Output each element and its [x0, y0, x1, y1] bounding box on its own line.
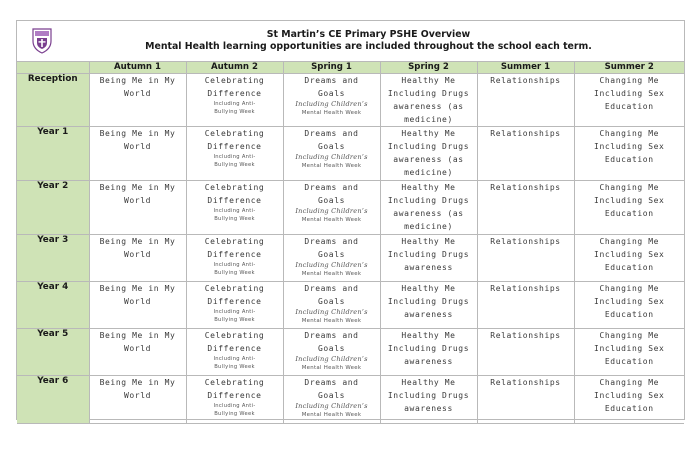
- cell-note: Including Anti-: [213, 403, 256, 409]
- cell-line: Being Me in My: [99, 129, 176, 138]
- cell-summer-2: [574, 74, 684, 127]
- column-header-autumn-1: Autumn 1: [89, 62, 186, 74]
- cell-note: Mental Health Week: [301, 412, 362, 418]
- corner-cell: [17, 62, 89, 74]
- cell-autumn-2: [186, 282, 283, 329]
- cell-line: Education: [604, 357, 654, 366]
- cell-line: Difference: [207, 297, 262, 306]
- cell-note: Bullying Week: [214, 109, 255, 115]
- cell-script-note: Including Children’s: [295, 153, 368, 161]
- cell-spring-2: [380, 282, 477, 329]
- cell-line: Changing Me: [599, 331, 660, 340]
- cell-line: Celebrating: [204, 378, 265, 387]
- cell-spring-1: [283, 127, 380, 181]
- cell-spring-1: [283, 181, 380, 235]
- cell-line: Education: [604, 263, 654, 272]
- cell-summer-1: [477, 329, 574, 376]
- cell-note: Including Anti-: [213, 101, 256, 107]
- cell-spring-1: [283, 74, 380, 127]
- cell-line: awareness: [404, 357, 453, 366]
- cell-summer-2: [574, 329, 684, 376]
- table-row: [17, 376, 684, 424]
- cell-line: Relationships: [490, 284, 561, 293]
- cell-line: Relationships: [490, 76, 561, 85]
- column-header-spring-1: Spring 1: [283, 62, 380, 74]
- cell-line: Dreams and: [304, 76, 359, 85]
- cell-line: Goals: [317, 89, 346, 98]
- cell-line: Relationships: [490, 237, 561, 246]
- row-header-year: Year 6: [17, 376, 89, 424]
- cell-line: World: [123, 344, 152, 353]
- cell-line: Education: [604, 404, 654, 413]
- cell-script-note: Including Children’s: [295, 402, 368, 410]
- cell-script-note: Including Children’s: [295, 207, 368, 215]
- cell-line: Including Sex: [594, 142, 665, 151]
- cell-note: Bullying Week: [214, 216, 255, 222]
- cell-line: Dreams and: [304, 378, 359, 387]
- cell-line: Including Sex: [594, 250, 665, 259]
- cell-spring-2: [380, 74, 477, 127]
- cell-line: Being Me in My: [99, 284, 176, 293]
- cell-autumn-2: [186, 235, 283, 282]
- cell-line: Including Drugs: [387, 250, 470, 259]
- cell-line: Including Sex: [594, 297, 665, 306]
- cell-autumn-1: [89, 282, 186, 329]
- cell-line: medicine): [404, 222, 453, 231]
- row-header-year: Year 3: [17, 235, 89, 282]
- cell-line: Being Me in My: [99, 378, 176, 387]
- cell-line: Difference: [207, 89, 262, 98]
- cell-spring-2: [380, 181, 477, 235]
- cell-line: Being Me in My: [99, 237, 176, 246]
- cell-line: Relationships: [490, 331, 561, 340]
- cell-spring-2: [380, 329, 477, 376]
- table-row: [17, 235, 684, 282]
- cell-spring-1: [283, 282, 380, 329]
- cell-line: Including Drugs: [387, 89, 470, 98]
- cell-line: Education: [604, 102, 654, 111]
- cell-summer-2: [574, 282, 684, 329]
- document-header: [17, 21, 684, 62]
- cell-line: Relationships: [490, 183, 561, 192]
- cell-spring-1: [283, 235, 380, 282]
- cell-line: Goals: [317, 297, 346, 306]
- overview-table: [17, 62, 684, 424]
- cell-line: medicine): [404, 168, 453, 177]
- cell-note: Bullying Week: [214, 411, 255, 417]
- cell-line: Being Me in My: [99, 183, 176, 192]
- cell-line: Healthy Me: [401, 76, 456, 85]
- cell-line: Dreams and: [304, 237, 359, 246]
- column-header-summer-2: Summer 2: [574, 62, 684, 74]
- cell-line: Including Drugs: [387, 142, 470, 151]
- cell-line: awareness: [404, 404, 453, 413]
- cell-line: Healthy Me: [401, 378, 456, 387]
- cell-note: Bullying Week: [214, 162, 255, 168]
- cell-line: Celebrating: [204, 129, 265, 138]
- cell-line: Healthy Me: [401, 129, 456, 138]
- cell-note: Mental Health Week: [301, 318, 362, 324]
- cell-line: Goals: [317, 142, 346, 151]
- row-header-year: Year 4: [17, 282, 89, 329]
- cell-line: Changing Me: [599, 129, 660, 138]
- table-row: [17, 282, 684, 329]
- row-header-year: Year 2: [17, 181, 89, 235]
- cell-line: Celebrating: [204, 237, 265, 246]
- cell-line: awareness (as: [393, 102, 464, 111]
- cell-spring-2: [380, 127, 477, 181]
- cell-autumn-1: [89, 74, 186, 127]
- cell-line: Education: [604, 155, 654, 164]
- cell-autumn-1: [89, 235, 186, 282]
- cell-autumn-1: [89, 181, 186, 235]
- cell-line: Celebrating: [204, 331, 265, 340]
- cell-line: Changing Me: [599, 183, 660, 192]
- cell-line: Relationships: [490, 129, 561, 138]
- cell-line: World: [123, 142, 152, 151]
- cell-script-note: Including Children’s: [295, 308, 368, 316]
- cell-summer-1: [477, 235, 574, 282]
- cell-line: Celebrating: [204, 183, 265, 192]
- cell-note: Including Anti-: [213, 309, 256, 315]
- cell-line: awareness: [404, 263, 453, 272]
- cell-line: Including Sex: [594, 344, 665, 353]
- cell-line: Including Sex: [594, 196, 665, 205]
- cell-line: Changing Me: [599, 284, 660, 293]
- column-header-autumn-2: Autumn 2: [186, 62, 283, 74]
- cell-line: Including Sex: [594, 391, 665, 400]
- cell-summer-2: [574, 376, 684, 424]
- cell-note: Mental Health Week: [301, 110, 362, 116]
- cell-line: awareness (as: [393, 209, 464, 218]
- cell-note: Mental Health Week: [301, 163, 362, 169]
- cell-line: Being Me in My: [99, 76, 176, 85]
- cell-note: Including Anti-: [213, 262, 256, 268]
- column-header-spring-2: Spring 2: [380, 62, 477, 74]
- cell-note: Mental Health Week: [301, 217, 362, 223]
- cell-summer-1: [477, 376, 574, 424]
- row-header-year: Year 1: [17, 127, 89, 181]
- cell-autumn-2: [186, 376, 283, 424]
- cell-line: Education: [604, 310, 654, 319]
- cell-summer-2: [574, 127, 684, 181]
- cell-line: Changing Me: [599, 237, 660, 246]
- cell-summer-1: [477, 282, 574, 329]
- title-line-1: St Martin’s CE Primary PSHE Overview: [266, 29, 471, 40]
- table-row: [17, 127, 684, 181]
- cell-line: Including Drugs: [387, 297, 470, 306]
- cell-line: World: [123, 391, 152, 400]
- cell-summer-1: [477, 181, 574, 235]
- cell-line: Including Sex: [594, 89, 665, 98]
- cell-line: awareness: [404, 310, 453, 319]
- cell-note: Including Anti-: [213, 154, 256, 160]
- column-header-summer-1: Summer 1: [477, 62, 574, 74]
- cell-line: medicine): [404, 115, 453, 124]
- cell-line: Healthy Me: [401, 183, 456, 192]
- table-row: [17, 74, 684, 127]
- cell-summer-1: [477, 127, 574, 181]
- table-row: [17, 329, 684, 376]
- cell-summer-2: [574, 181, 684, 235]
- cell-autumn-1: [89, 127, 186, 181]
- cell-spring-1: [283, 376, 380, 424]
- document-title: [57, 29, 680, 52]
- cell-line: Dreams and: [304, 331, 359, 340]
- cell-spring-2: [380, 235, 477, 282]
- cell-autumn-1: [89, 376, 186, 424]
- cell-line: Goals: [317, 391, 346, 400]
- cell-note: Including Anti-: [213, 208, 256, 214]
- cell-line: Celebrating: [204, 284, 265, 293]
- cell-line: Difference: [207, 344, 262, 353]
- cell-line: Dreams and: [304, 284, 359, 293]
- cell-note: Bullying Week: [214, 270, 255, 276]
- cell-line: World: [123, 89, 152, 98]
- cell-spring-2: [380, 376, 477, 424]
- cell-line: Education: [604, 209, 654, 218]
- column-header-row: [17, 62, 684, 74]
- cell-line: Including Drugs: [387, 344, 470, 353]
- cell-autumn-2: [186, 329, 283, 376]
- cell-line: World: [123, 250, 152, 259]
- table-row: [17, 181, 684, 235]
- pshe-overview-document: [16, 20, 685, 420]
- cell-line: Being Me in My: [99, 331, 176, 340]
- cell-script-note: Including Children’s: [295, 355, 368, 363]
- cell-line: Including Drugs: [387, 391, 470, 400]
- cell-note: Mental Health Week: [301, 271, 362, 277]
- cell-script-note: Including Children’s: [295, 100, 368, 108]
- cell-autumn-2: [186, 181, 283, 235]
- cell-line: Difference: [207, 250, 262, 259]
- row-header-year: Year 5: [17, 329, 89, 376]
- cell-line: Difference: [207, 142, 262, 151]
- cell-line: Celebrating: [204, 76, 265, 85]
- row-header-year: Reception: [17, 74, 89, 127]
- cell-autumn-2: [186, 74, 283, 127]
- cell-line: World: [123, 297, 152, 306]
- cell-line: Difference: [207, 196, 262, 205]
- cell-spring-1: [283, 329, 380, 376]
- cell-note: Mental Health Week: [301, 365, 362, 371]
- cell-line: Healthy Me: [401, 331, 456, 340]
- cell-note: Bullying Week: [214, 364, 255, 370]
- cell-summer-1: [477, 74, 574, 127]
- cell-autumn-1: [89, 329, 186, 376]
- cell-line: Including Drugs: [387, 196, 470, 205]
- cell-line: Goals: [317, 344, 346, 353]
- title-line-2: Mental Health learning opportunities are included throughout the school each term.: [145, 40, 592, 52]
- cell-line: Goals: [317, 196, 346, 205]
- cell-line: Changing Me: [599, 378, 660, 387]
- cell-note: Bullying Week: [214, 317, 255, 323]
- cell-line: Difference: [207, 391, 262, 400]
- cell-line: Changing Me: [599, 76, 660, 85]
- cell-line: Dreams and: [304, 183, 359, 192]
- cell-note: Including Anti-: [213, 356, 256, 362]
- school-crest-icon: [31, 26, 53, 54]
- cell-line: Dreams and: [304, 129, 359, 138]
- cell-script-note: Including Children’s: [295, 261, 368, 269]
- cell-line: awareness (as: [393, 155, 464, 164]
- cell-line: Relationships: [490, 378, 561, 387]
- cell-line: World: [123, 196, 152, 205]
- cell-autumn-2: [186, 127, 283, 181]
- cell-line: Goals: [317, 250, 346, 259]
- cell-line: Healthy Me: [401, 284, 456, 293]
- cell-line: Healthy Me: [401, 237, 456, 246]
- cell-summer-2: [574, 235, 684, 282]
